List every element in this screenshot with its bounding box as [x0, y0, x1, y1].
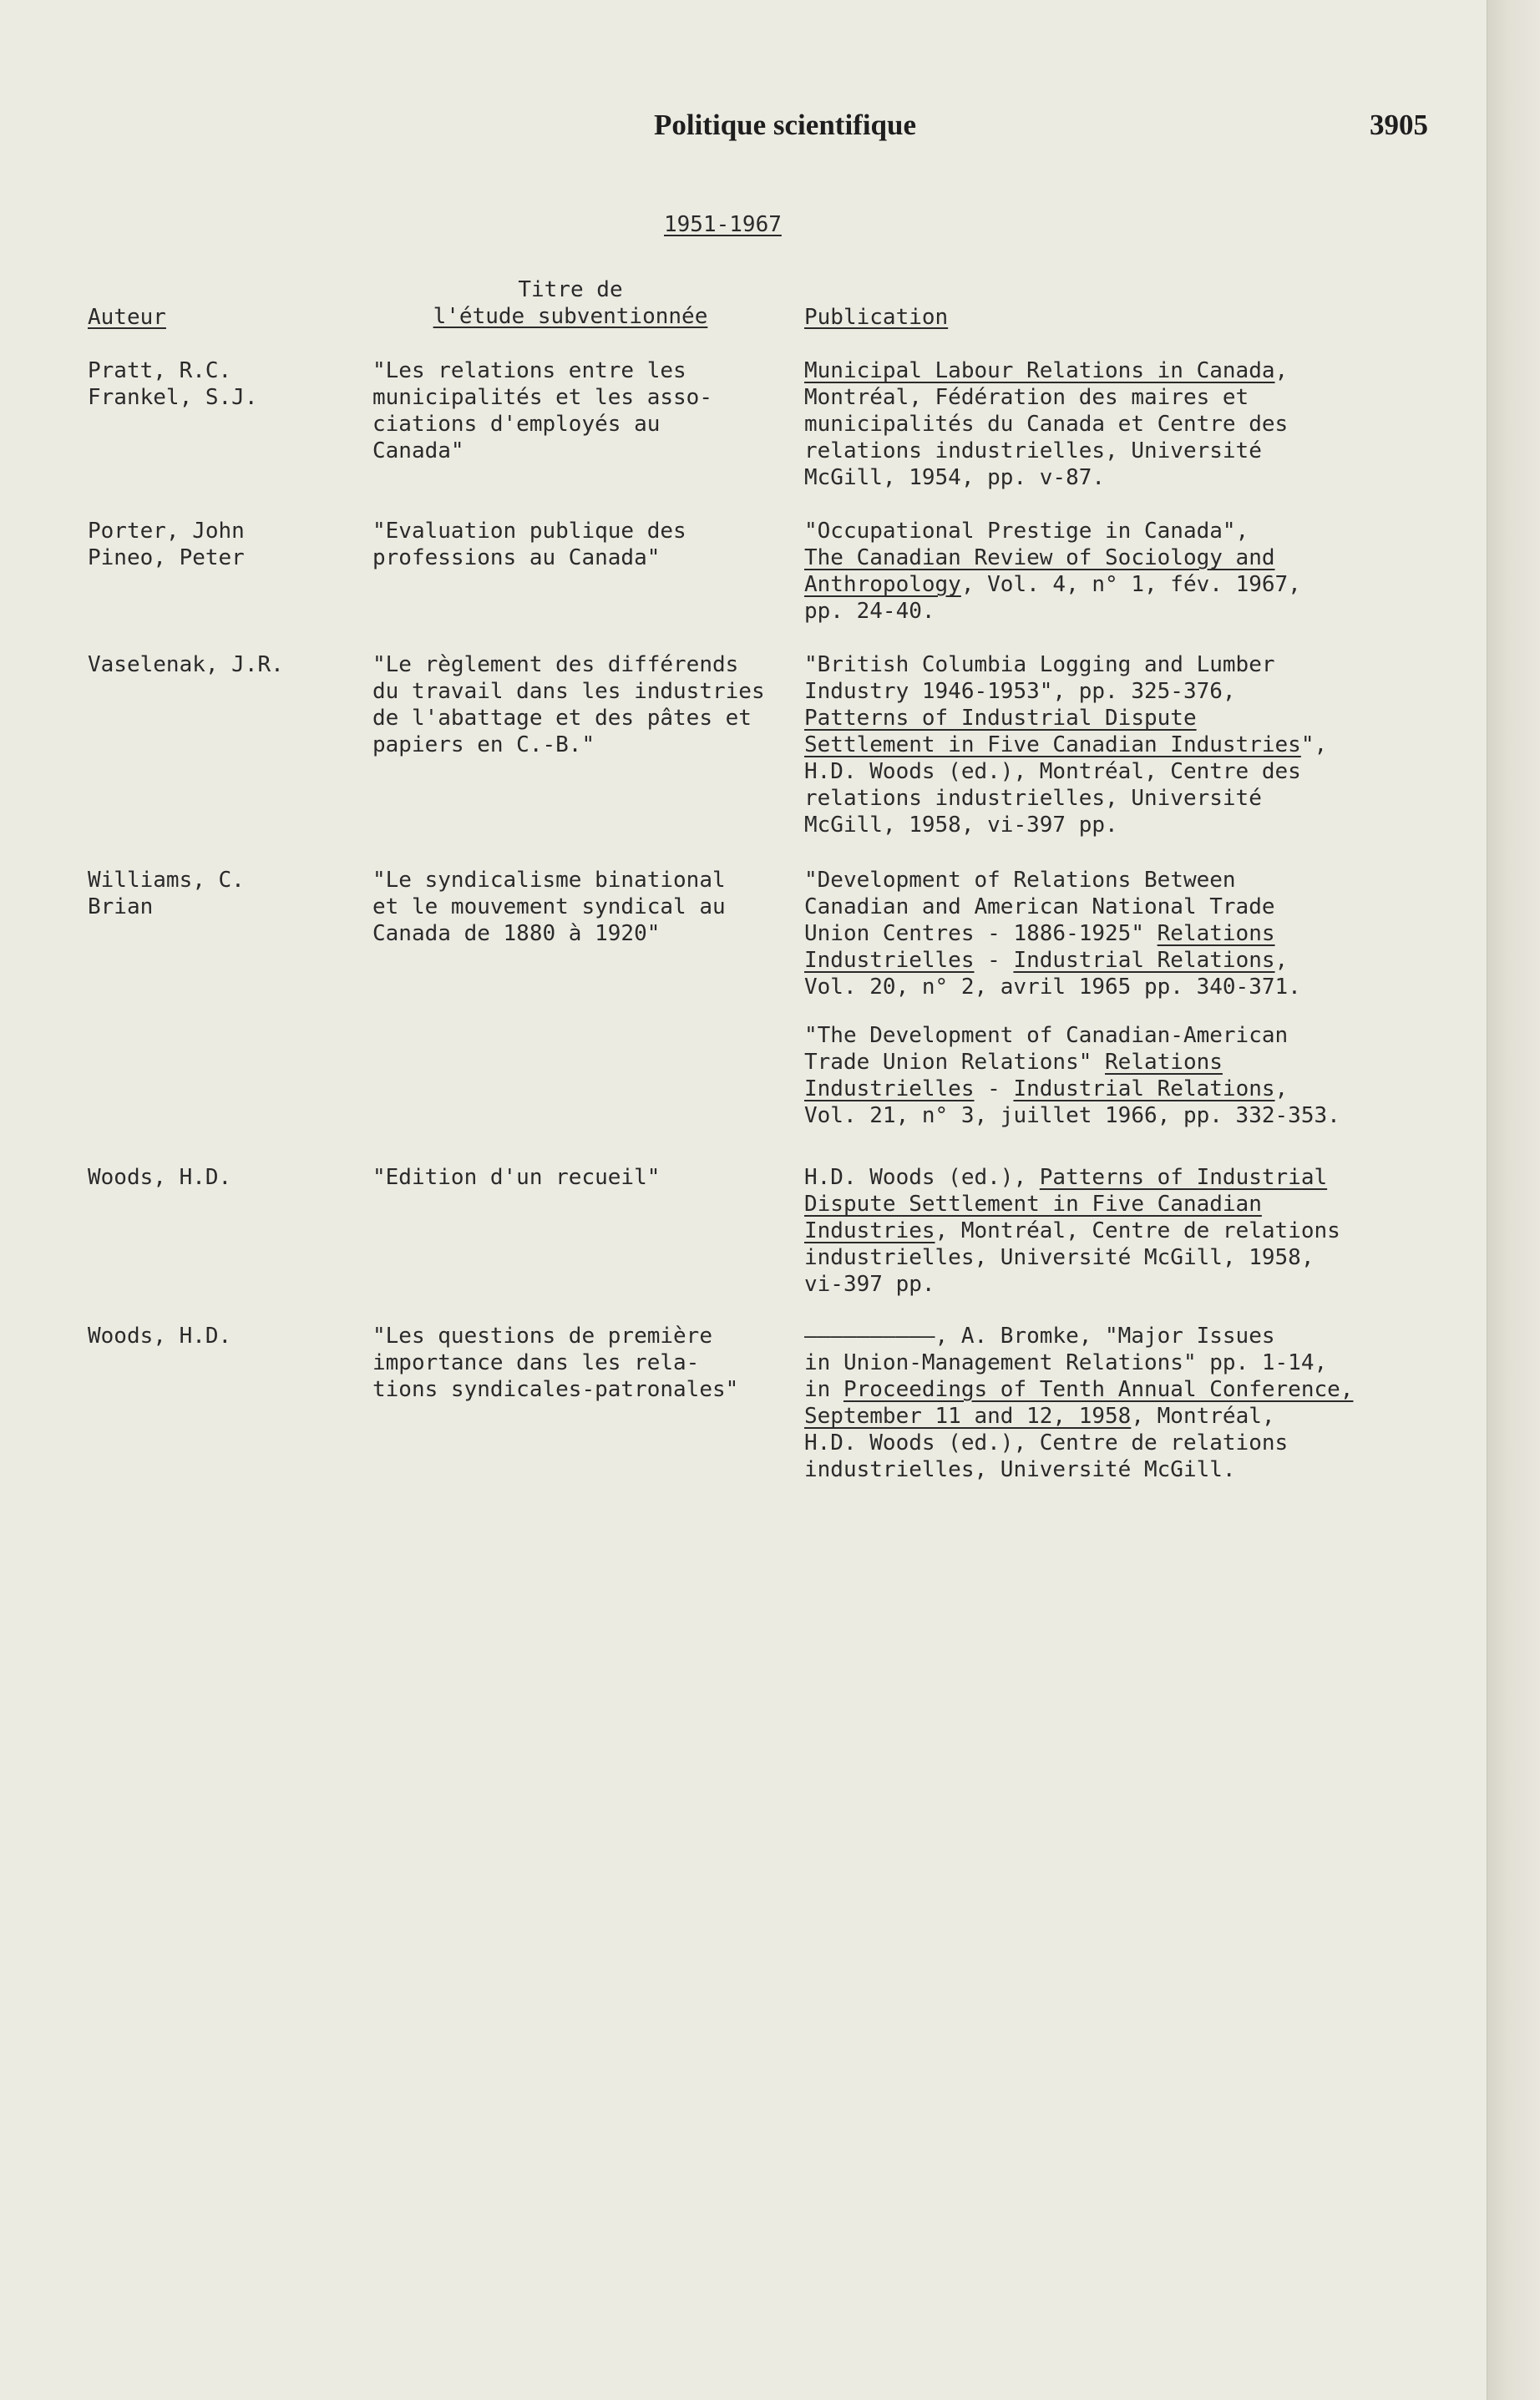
publication-title-underlined: The Canadian Review of Sociology and Anthropology	[804, 545, 1275, 597]
publication-text: , Montréal, H.D. Woods (ed.), Centre de relations industrielles, Université McGill.	[804, 1404, 1289, 1482]
publication-text: "The Development of Canadian-American Trade Union Relations"	[804, 1023, 1289, 1075]
publication-text: -	[974, 1076, 1014, 1101]
study-title-cell: "Les questions de première importance dans les rela- tions syndicales-patronales"	[372, 1324, 739, 1402]
publication-text: "Occupational Prestige in Canada",	[804, 519, 1249, 544]
publication-text: , Vol. 20, n° 2, avril 1965 pp. 340-371.	[804, 948, 1301, 1000]
publication-reference	[804, 1323, 1456, 1483]
publication-text: ——————————, A. Bromke, "Major Issues in Union-Management Relations" pp. 1-14, in	[804, 1324, 1328, 1402]
publication-reference	[804, 867, 1456, 1000]
publication-text: , Vol. 21, n° 3, juillet 1966, pp. 332-353.	[804, 1076, 1340, 1128]
column-header-titre-line1: Titre de	[518, 277, 623, 302]
study-title-cell: "Le syndicalisme binational et le mouvement syndical au Canada de 1880 à 1920"	[372, 868, 726, 946]
publication-text: -	[974, 948, 1014, 973]
publication-text: H.D. Woods (ed.),	[804, 1165, 1040, 1190]
publication-cell	[804, 1323, 1456, 1505]
publication-reference	[804, 1164, 1456, 1298]
publication-cell	[804, 867, 1456, 1151]
publication-cell	[804, 518, 1456, 646]
publication-reference	[804, 357, 1456, 491]
publication-reference	[804, 651, 1456, 838]
publication-text: ", H.D. Woods (ed.), Montréal, Centre des relations industrielles, Université McGill, 1958, vi-397 pp.	[804, 732, 1328, 838]
publication-text: , Montréal, Centre de relations industrielles, Université McGill, 1958, vi-397 pp.	[804, 1218, 1340, 1297]
author-cell: Woods, H.D.	[88, 1165, 232, 1190]
publication-title-underlined: Relations Industrielles	[804, 1050, 1223, 1101]
publication-text: , Montréal, Fédération des maires et municipalités du Canada et Centre des relations industrielles, Université McGill, 1954, pp. v-87.	[804, 358, 1289, 490]
publication-text: "Development of Relations Between Canadian and American National Trade Union Centres - 1886-1925"	[804, 868, 1275, 946]
publication-title-underlined: Proceedings of Tenth Annual Conference, September 11 and 12, 1958	[804, 1377, 1354, 1429]
column-header-titre	[428, 276, 712, 330]
publication-cell	[804, 1164, 1456, 1319]
study-title-cell: "Evaluation publique des professions au Canada"	[372, 519, 686, 570]
period-heading: 1951-1967	[664, 212, 782, 237]
author-cell: Vaselenak, J.R.	[88, 652, 284, 677]
publication-reference	[804, 518, 1456, 625]
column-header-titre-line2: l'étude subventionnée	[433, 304, 708, 329]
page-edge	[1487, 0, 1540, 2400]
publication-cell	[804, 651, 1456, 860]
publication-title-underlined: Industrial Relations	[1013, 948, 1275, 973]
publication-text: "British Columbia Logging and Lumber Industry 1946-1953", pp. 325-376,	[804, 652, 1275, 704]
running-title: Politique scientifique	[653, 109, 917, 141]
author-cell: Williams, C. Brian	[88, 868, 245, 919]
publication-title-underlined: Patterns of Industrial Dispute Settlement in Five Canadian Industries	[804, 706, 1301, 757]
column-header-auteur: Auteur	[88, 305, 166, 330]
page-number: 3905	[1370, 109, 1428, 141]
publication-title-underlined: Relations Industrielles	[804, 921, 1275, 973]
publication-title-underlined: Industrial Relations	[1013, 1076, 1275, 1101]
author-cell: Woods, H.D.	[88, 1324, 232, 1349]
publication-text: , Vol. 4, n° 1, fév. 1967, pp. 24-40.	[804, 572, 1301, 624]
column-header-publication: Publication	[804, 305, 949, 330]
author-cell: Pratt, R.C. Frankel, S.J.	[88, 358, 258, 410]
study-title-cell: "Le règlement des différends du travail dans les industries de l'abattage et des pâtes et papiers en C.-B."	[372, 652, 765, 757]
study-title-cell: "Les relations entre les municipalités et les asso- ciations d'employés au Canada"	[372, 358, 712, 463]
publication-title-underlined: Municipal Labour Relations in Canada	[804, 358, 1275, 383]
publication-title-underlined: Patterns of Industrial Dispute Settlement in Five Canadian Industries	[804, 1165, 1328, 1243]
publication-cell	[804, 357, 1456, 513]
author-cell: Porter, John Pineo, Peter	[88, 519, 245, 570]
study-title-cell: "Edition d'un recueil"	[372, 1165, 661, 1190]
publication-reference	[804, 1022, 1456, 1129]
